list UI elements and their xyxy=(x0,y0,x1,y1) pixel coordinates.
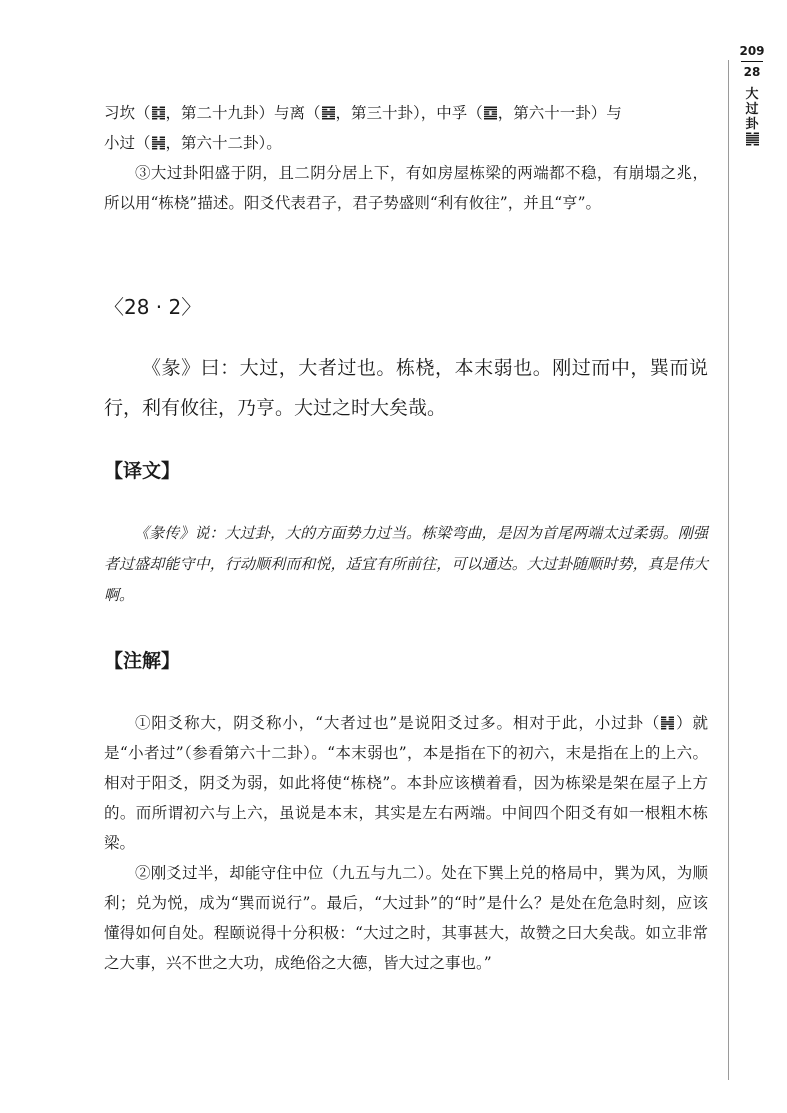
main-text-block xyxy=(104,348,708,428)
text-run: ①阳爻称大，阴爻称小，“大者过也”是说阳爻过多。相对于此，小过卦（ xyxy=(135,714,661,732)
translation-text: 《彖传》说：大过卦，大的方面势力过当。栋梁弯曲，是因为首尾两端太过柔弱。刚强者过盛却能守中，行动顺利而和悦，适宜有所前往，可以通达。大过卦随顺时势，真是伟大啊。 xyxy=(104,524,708,604)
header-divider xyxy=(741,61,763,62)
zhongfu-hexagram-icon xyxy=(484,106,497,120)
translation-heading-block xyxy=(104,458,708,484)
text-run: ）就是“小者过”（参看第六十二卦）。“本末弱也”，本是指在下的初六，末是指在上的上六。相对于阳爻，阴爻为弱，如此将使“栋桡”。本卦应该横着看，因为栋梁是架在屋子上方的。而所谓初六与上六，虽说是本末，其实是左右两端。中间四个阳爻有如一根粗木栋梁。 xyxy=(104,714,708,852)
chapter-title-text: 大过卦 xyxy=(745,87,759,132)
note-3: ③大过卦阳盛于阴，且二阴分居上下，有如房屋栋梁的两端都不稳，有崩塌之兆，所以用“栋桡”描述。阳爻代表君子，君子势盛则“利有攸往”，并且“亨”。 xyxy=(104,164,708,212)
notes-block xyxy=(104,708,708,978)
text-run: ，第二十九卦）与离（ xyxy=(165,104,321,122)
translation-block xyxy=(104,518,708,611)
text-run: ，第六十二卦）。 xyxy=(165,134,282,152)
intro-block xyxy=(104,98,708,218)
text-run: ，第三十卦），中孚（ xyxy=(335,104,483,122)
note-2: ②刚爻过半，却能守住中位（九五与九二）。处在下巽上兑的格局中，巽为风，为顺利；兑为悦，成为“巽而说行”。最后，“大过卦”的“时”是什么？是处在危急时刻，应该懂得如何自处。程颐说得十分积极：“大过之时，其事甚大，故赞之曰大矣哉。如立非常之大事，兴不世之大功，成绝俗之大德，皆大过之事也。” xyxy=(104,864,708,972)
xiaoguo-hexagram-icon xyxy=(152,136,165,150)
text-run: 小过（ xyxy=(104,134,151,152)
margin-rule xyxy=(728,60,729,1080)
kan-hexagram-icon xyxy=(152,106,165,120)
xiaoguo-hexagram-icon xyxy=(661,716,674,730)
notes-heading: 【注解】 xyxy=(104,650,181,672)
intro-paragraph xyxy=(104,98,708,158)
section-marker-block xyxy=(104,294,708,320)
running-header xyxy=(733,44,771,148)
section-label: 〈28 · 2〉 xyxy=(104,295,202,319)
page-number: 209 xyxy=(739,44,765,58)
translation-heading: 【译文】 xyxy=(104,460,181,482)
chapter-title xyxy=(744,87,760,148)
daguo-hexagram-icon xyxy=(746,132,759,146)
text-run: ，第六十一卦）与 xyxy=(497,104,622,122)
text-run: 习坎（ xyxy=(104,104,151,122)
main-text: 《彖》曰：大过，大者过也。栋桡，本末弱也。刚过而中，巽而说行，利有攸往，乃亨。大过之时大矣哉。 xyxy=(104,357,708,419)
chapter-number: 28 xyxy=(743,65,761,79)
li-hexagram-icon xyxy=(322,106,335,120)
note-1 xyxy=(104,708,708,858)
notes-heading-block xyxy=(104,648,708,674)
